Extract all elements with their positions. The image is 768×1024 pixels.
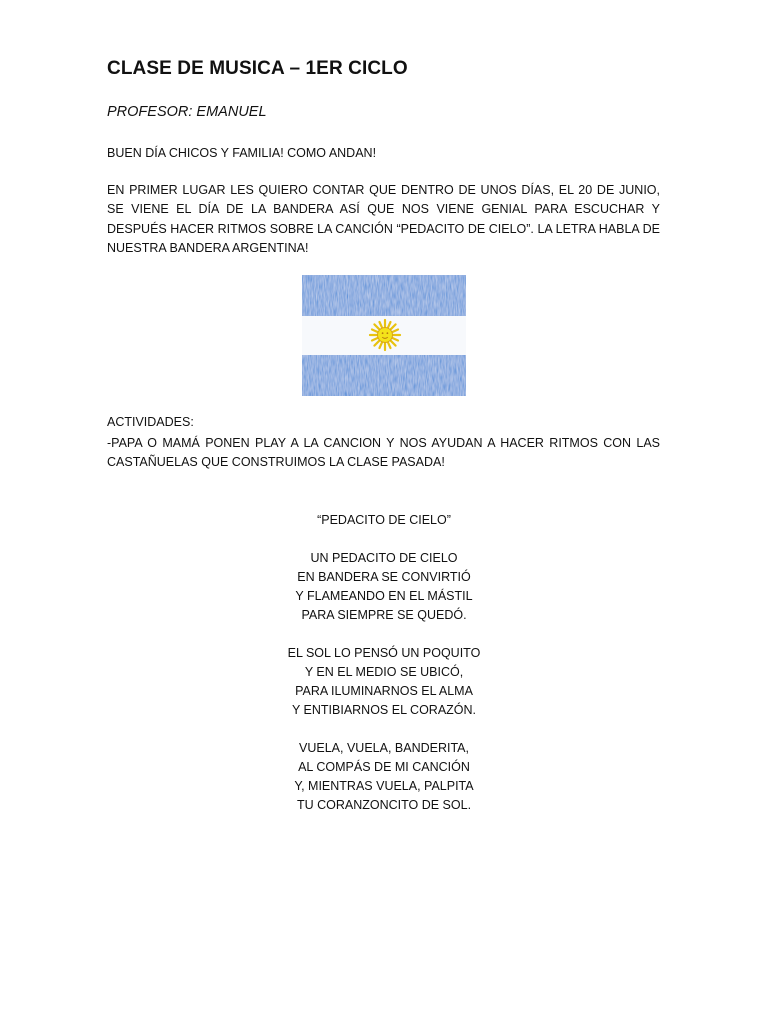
activities-heading: ACTIVIDADES: bbox=[107, 415, 194, 429]
flag-bottom-stripe bbox=[302, 355, 466, 396]
document-title: CLASE DE MUSICA – 1ER CICLO bbox=[107, 58, 408, 79]
verse-line: VUELA, VUELA, BANDERITA, bbox=[299, 741, 469, 755]
stanza-2 bbox=[184, 644, 584, 720]
verse-line: TU CORANZONCITO DE SOL. bbox=[296, 798, 472, 812]
sun-icon bbox=[370, 320, 400, 350]
stanza-3 bbox=[184, 739, 584, 815]
verse-line: Y, MIENTRAS VUELA, PALPITA bbox=[294, 779, 474, 793]
argentina-flag-drawing-icon bbox=[302, 275, 466, 396]
intro-paragraph: EN PRIMER LUGAR LES QUIERO CONTAR QUE DENTRO DE UNOS DÍAS, EL 20 DE JUNIO, SE VIENE EL DÍA DE LA BANDERA ASÍ QUE NOS VIENE GENIAL PARA ESCUCHAR Y DESPUÉS HACER RITMOS SOBRE LA CANCIÓN “PEDACITO DE CIELO”. LA LETRA HABLA DE NUESTRA BANDERA ARGENTINA! bbox=[107, 183, 660, 256]
verse-line: EN BANDERA SE CONVIRTIÓ bbox=[297, 570, 471, 584]
stanza-1 bbox=[184, 549, 584, 625]
verse-line: AL COMPÁS DE MI CANCIÓN bbox=[298, 760, 470, 774]
activity-item: -PAPA O MAMÁ PONEN PLAY A LA CANCION Y NOS AYUDAN A HACER RITMOS CON LAS CASTAÑUELAS QUE CONSTRUIMOS LA CLASE PASADA! bbox=[107, 436, 660, 470]
flag-top-stripe bbox=[302, 275, 466, 316]
verse-line: PARA SIEMPRE SE QUEDÓ. bbox=[301, 608, 467, 622]
verse-line: Y EN EL MEDIO SE UBICÓ, bbox=[304, 665, 464, 679]
verse-line: Y FLAMEANDO EN EL MÁSTIL bbox=[295, 589, 473, 603]
song-lyrics bbox=[184, 511, 584, 834]
verse-line: UN PEDACITO DE CIELO bbox=[310, 551, 458, 565]
professor-line: PROFESOR: EMANUEL bbox=[107, 104, 267, 120]
verse-line: EL SOL LO PENSÓ UN POQUITO bbox=[287, 646, 481, 660]
song-title: “PEDACITO DE CIELO” bbox=[317, 513, 451, 527]
greeting-paragraph: BUEN DÍA CHICOS Y FAMILIA! COMO ANDAN! bbox=[107, 146, 377, 160]
verse-line: PARA ILUMINARNOS EL ALMA bbox=[295, 684, 473, 698]
verse-line: Y ENTIBIARNOS EL CORAZÓN. bbox=[291, 703, 477, 717]
